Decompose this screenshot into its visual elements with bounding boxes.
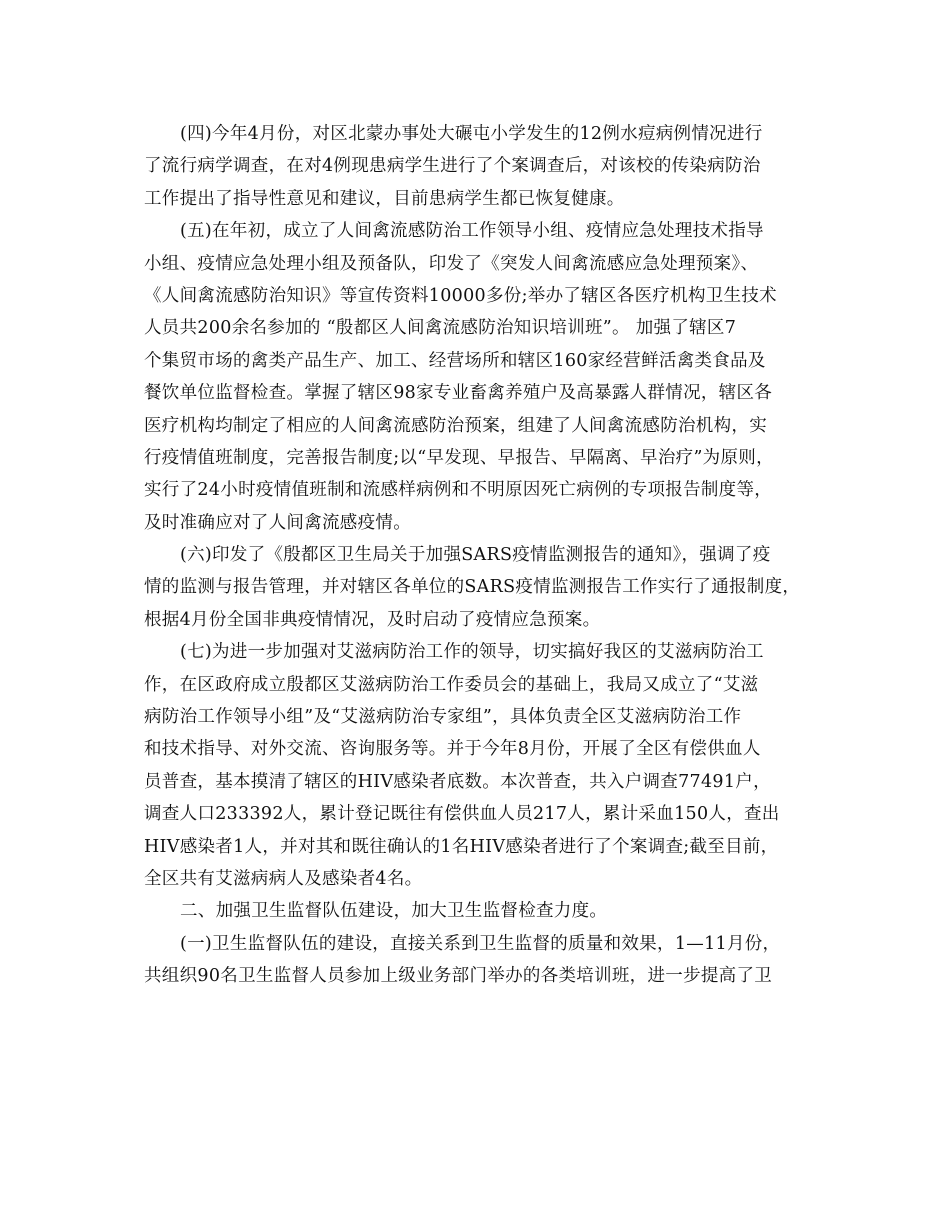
text-line: 全区共有艾滋病病人及感染者4名。 (144, 868, 423, 889)
paragraph-section-2-1 (144, 928, 816, 993)
text-line: 和技术指导、对外交流、咨询服务等。并于今年8月份，开展了全区有偿供血人 (144, 739, 761, 760)
document-body (144, 118, 816, 993)
paragraph-section-5 (144, 215, 816, 539)
text-line: 餐饮单位监督检查。掌握了辖区98家专业畜禽养殖户及高暴露人群情况，辖区各 (144, 383, 773, 404)
text-line: HIV感染者1人，并对其和既往确认的1名HIV感染者进行了个案调查;截至目前， (144, 836, 779, 857)
text-line: (五)在年初，成立了人间禽流感防治工作领导小组、疫情应急处理技术指导 (180, 221, 764, 242)
text-line: 共组织90名卫生监督人员参加上级业务部门举办的各类培训班，进一步提高了卫 (144, 966, 773, 987)
text-line: (六)印发了《殷都区卫生局关于加强SARS疫情监测报告的通知》，强调了疫 (180, 545, 771, 566)
paragraph-section-6 (144, 539, 816, 636)
text-line: 员普查，基本摸清了辖区的HIV感染者底数。本次普查，共入户调查77491户， (144, 771, 771, 792)
text-line: 调查人口233392人，累计登记既往有偿供血人员217人，累计采血150人，查出 (144, 804, 780, 825)
paragraph-section-7 (144, 636, 816, 895)
section-heading: 二、加强卫生监督队伍建设，加大卫生监督检查力度。 (180, 901, 608, 922)
text-line: 实行了24小时疫情值班制和流感样病例和不明原因死亡病例的专项报告制度等， (144, 480, 773, 501)
text-line: (四)今年4月份，对区北蒙办事处大碾屯小学发生的12例水痘病例情况进行 (180, 124, 763, 144)
section-heading-2 (144, 895, 816, 927)
text-line: 作，在区政府成立殷都区艾滋病防治工作委员会的基础上，我局又成立了“艾滋 (144, 674, 759, 695)
text-line: (七)为进一步加强对艾滋病防治工作的领导，切实搞好我区的艾滋病防治工 (180, 642, 764, 663)
text-line: 医疗机构均制定了相应的人间禽流感防治预案，组建了人间禽流感防治机构，实 (144, 415, 767, 436)
text-line: 行疫情值班制度，完善报告制度;以“早发现、早报告、早隔离、早治疗”为原则， (144, 447, 774, 468)
text-line: 病防治工作领导小组”及“艾滋病防治专家组”，具体负责全区艾滋病防治工作 (144, 707, 742, 728)
text-line: 小组、疫情应急处理小组及预备队，印发了《突发人间禽流感应急处理预案》、 (144, 253, 759, 274)
text-line: 《人间禽流感防治知识》等宣传资料10000多份;举办了辖区各医疗机构卫生技术 (144, 285, 777, 306)
text-line: 情的监测与报告管理，并对辖区各单位的SARS疫情监测报告工作实行了通报制度， (144, 577, 801, 598)
text-line: 人员共200余名参加的 “殷都区人间禽流感防治知识培训班”。 加强了辖区7 (144, 318, 737, 339)
text-line: 及时准确应对了人间禽流感疫情。 (144, 512, 411, 533)
paragraph-section-4 (144, 118, 816, 215)
text-line: 了流行病学调查，在对4例现患病学生进行了个案调查后，对该校的传染病防治 (144, 156, 761, 177)
text-line: (一)卫生监督队伍的建设，直接关系到卫生监督的质量和效果，1—11月份， (180, 933, 781, 954)
text-line: 个集贸市场的禽类产品生产、加工、经营场所和辖区160家经营鲜活禽类食品及 (144, 350, 766, 371)
text-line: 根据4月份全国非典疫情情况，及时启动了疫情应急预案。 (144, 609, 601, 630)
text-line: 工作提出了指导性意见和建议，目前患病学生都已恢复健康。 (144, 188, 625, 209)
